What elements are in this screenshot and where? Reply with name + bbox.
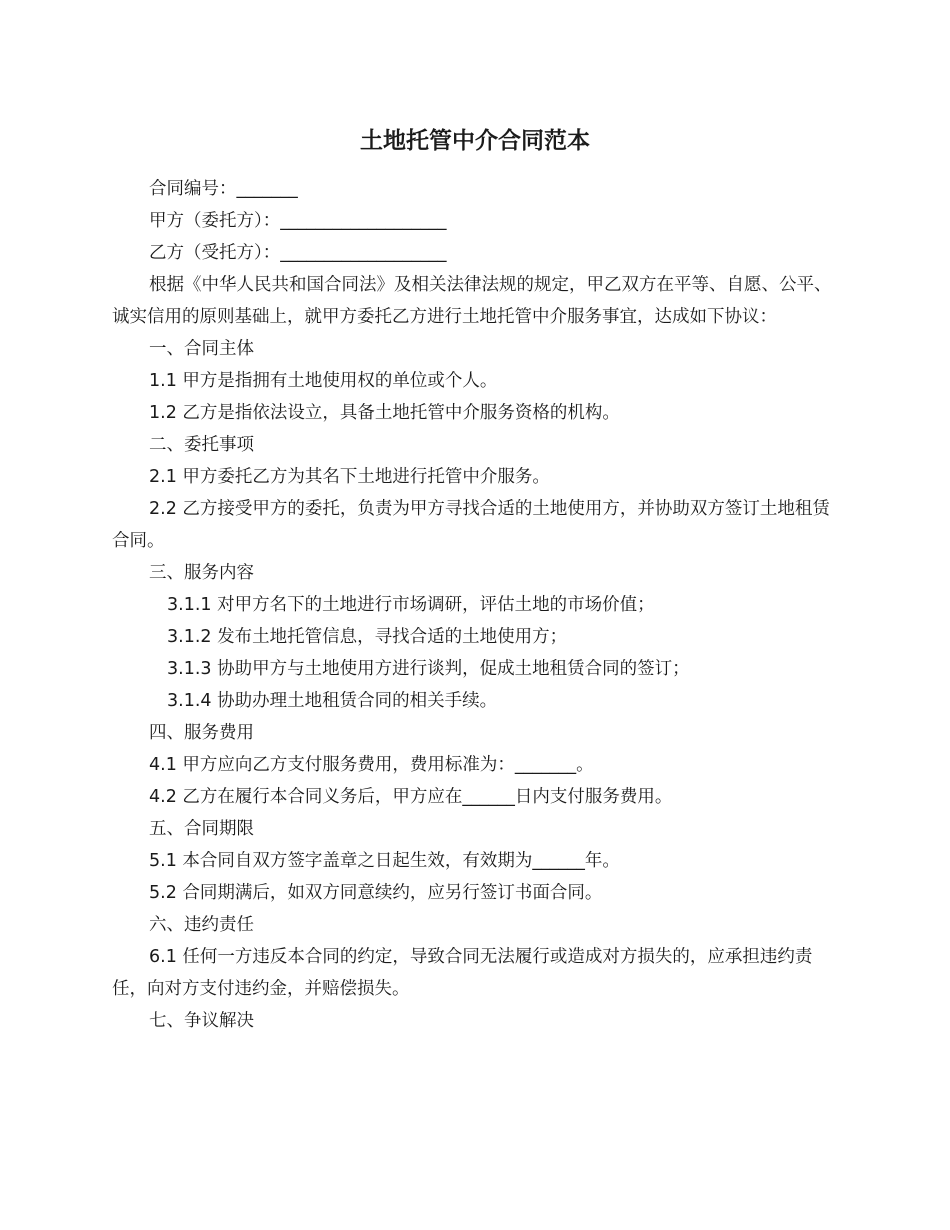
paragraph: 6.1 任何一方违反本合同的约定，导致合同无法履行或造成对方损失的，应承担违约责任，向对方支付违约金，并赔偿损失。 [112, 947, 813, 999]
paragraph: 七、争议解决 [149, 1011, 254, 1031]
document-title: 土地托管中介合同范本 [360, 128, 590, 154]
document-body [112, 173, 842, 1037]
paragraph: 六、违约责任 [149, 915, 254, 935]
paragraph: 一、合同主体 [149, 339, 254, 359]
paragraph: 1.1 甲方是指拥有土地使用权的单位或个人。 [149, 371, 498, 391]
paragraph: 2.2 乙方接受甲方的委托，负责为甲方寻找合适的土地使用方，并协助双方签订土地租赁合同。 [112, 499, 830, 551]
paragraph: 三、服务内容 [149, 563, 254, 583]
paragraph: 3.1.2 发布土地托管信息，寻找合适的土地使用方； [167, 627, 568, 647]
paragraph: 甲方（委托方）：___________________ [149, 211, 447, 231]
paragraph: 3.1.3 协助甲方与土地使用方进行谈判，促成土地租赁合同的签订； [167, 659, 690, 679]
paragraph: 4.1 甲方应向乙方支付服务费用，费用标准为：_______。 [149, 755, 594, 775]
paragraph: 合同编号：_______ [149, 179, 298, 199]
paragraph: 5.2 合同期满后，如双方同意续约，应另行签订书面合同。 [149, 883, 603, 903]
paragraph: 3.1.4 协助办理土地租赁合同的相关手续。 [167, 691, 498, 711]
paragraph: 根据《中华人民共和国合同法》及相关法律法规的规定，甲乙双方在平等、自愿、公平、诚实信用的原则基础上，就甲方委托乙方进行土地托管中介服务事宜，达成如下协议： [112, 275, 832, 327]
paragraph: 乙方（受托方）：___________________ [149, 243, 447, 263]
paragraph: 2.1 甲方委托乙方为其名下土地进行托管中介服务。 [149, 467, 550, 487]
paragraph: 1.2 乙方是指依法设立，具备土地托管中介服务资格的机构。 [149, 403, 620, 423]
paragraph: 3.1.1 对甲方名下的土地进行市场调研，评估土地的市场价值； [167, 595, 655, 615]
paragraph: 四、服务费用 [149, 723, 254, 743]
paragraph: 二、委托事项 [149, 435, 254, 455]
paragraph: 5.1 本合同自双方签字盖章之日起生效，有效期为______年。 [149, 851, 620, 871]
paragraph: 4.2 乙方在履行本合同义务后，甲方应在______日内支付服务费用。 [149, 787, 673, 807]
paragraph: 五、合同期限 [149, 819, 254, 839]
